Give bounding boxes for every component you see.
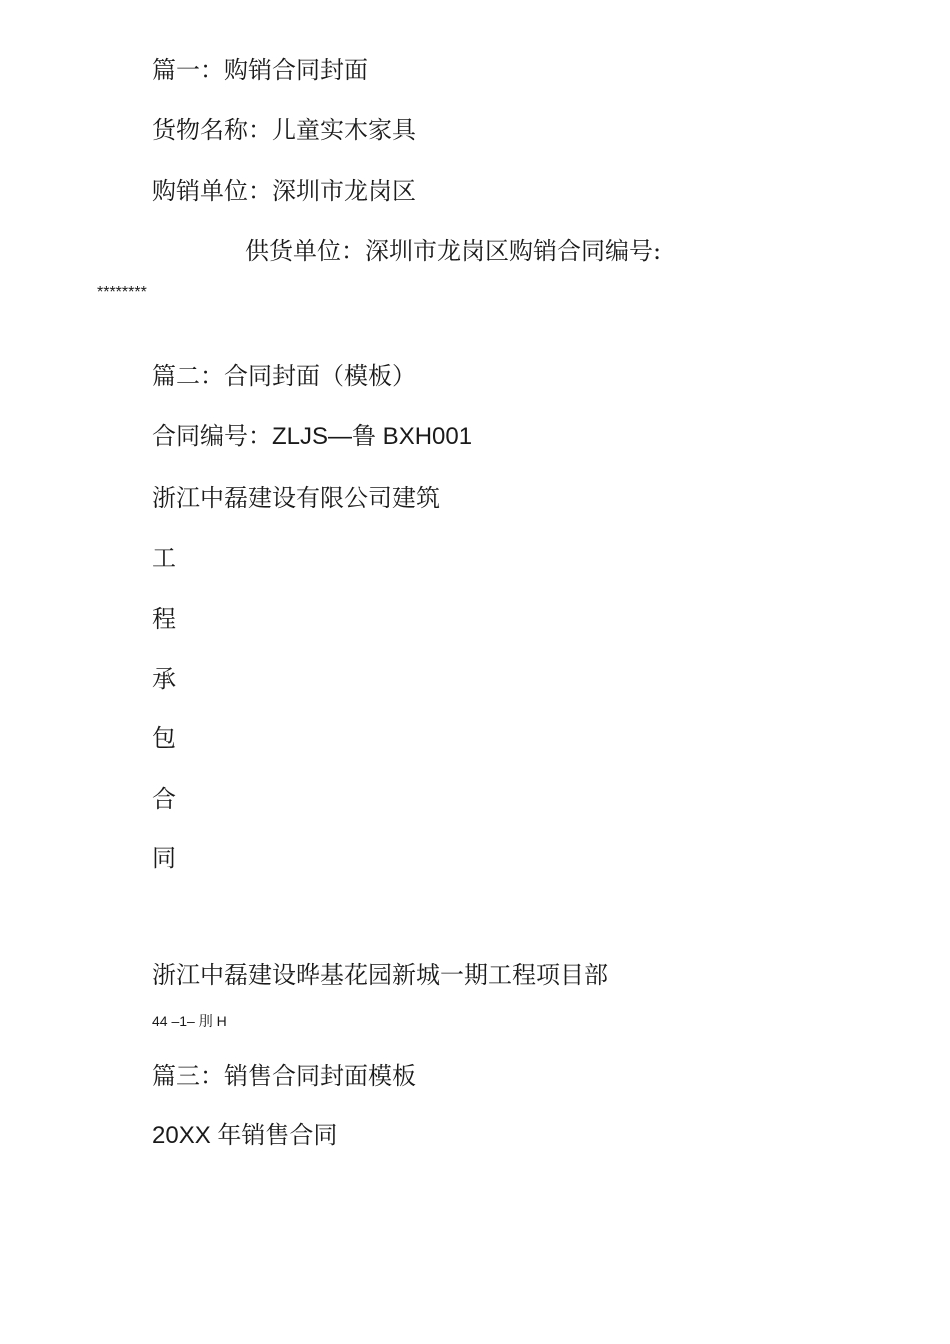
vertical-char: 合: [152, 785, 176, 813]
project-department-line: 浙江中磊建设晔基花园新城一期工程项目部: [152, 961, 608, 989]
vertical-char: 工: [152, 544, 176, 572]
section3-heading: 篇三：销售合同封面模板: [152, 1062, 416, 1090]
goods-name-line: 货物名称：儿童实木家具: [152, 116, 416, 144]
vertical-char: 包: [152, 724, 176, 752]
buyer-unit-line: 购销单位：深圳市龙岗区: [152, 177, 416, 205]
section1-heading: 篇一：购销合同封面: [152, 56, 368, 84]
vertical-char: 同: [152, 844, 176, 872]
vertical-char: 承: [152, 665, 176, 693]
company-line: 浙江中磊建设有限公司建筑: [152, 484, 440, 512]
vertical-char: 程: [152, 605, 176, 633]
contract-number-value: ********: [97, 284, 147, 301]
contract-number-label: 合同编号：: [152, 422, 272, 450]
contract-number-code: ZLJS—鲁 BXH001: [272, 423, 473, 450]
small-note: 44 –1– 刖 H: [152, 1013, 227, 1029]
contract-number-line: [152, 421, 472, 452]
sales-contract-title: 20XX 年销售合同: [152, 1122, 338, 1149]
supplier-contract-number-line: 供货单位：深圳市龙岗区购销合同编号:: [245, 237, 662, 265]
section2-heading: 篇二：合同封面（模板）: [152, 362, 416, 390]
